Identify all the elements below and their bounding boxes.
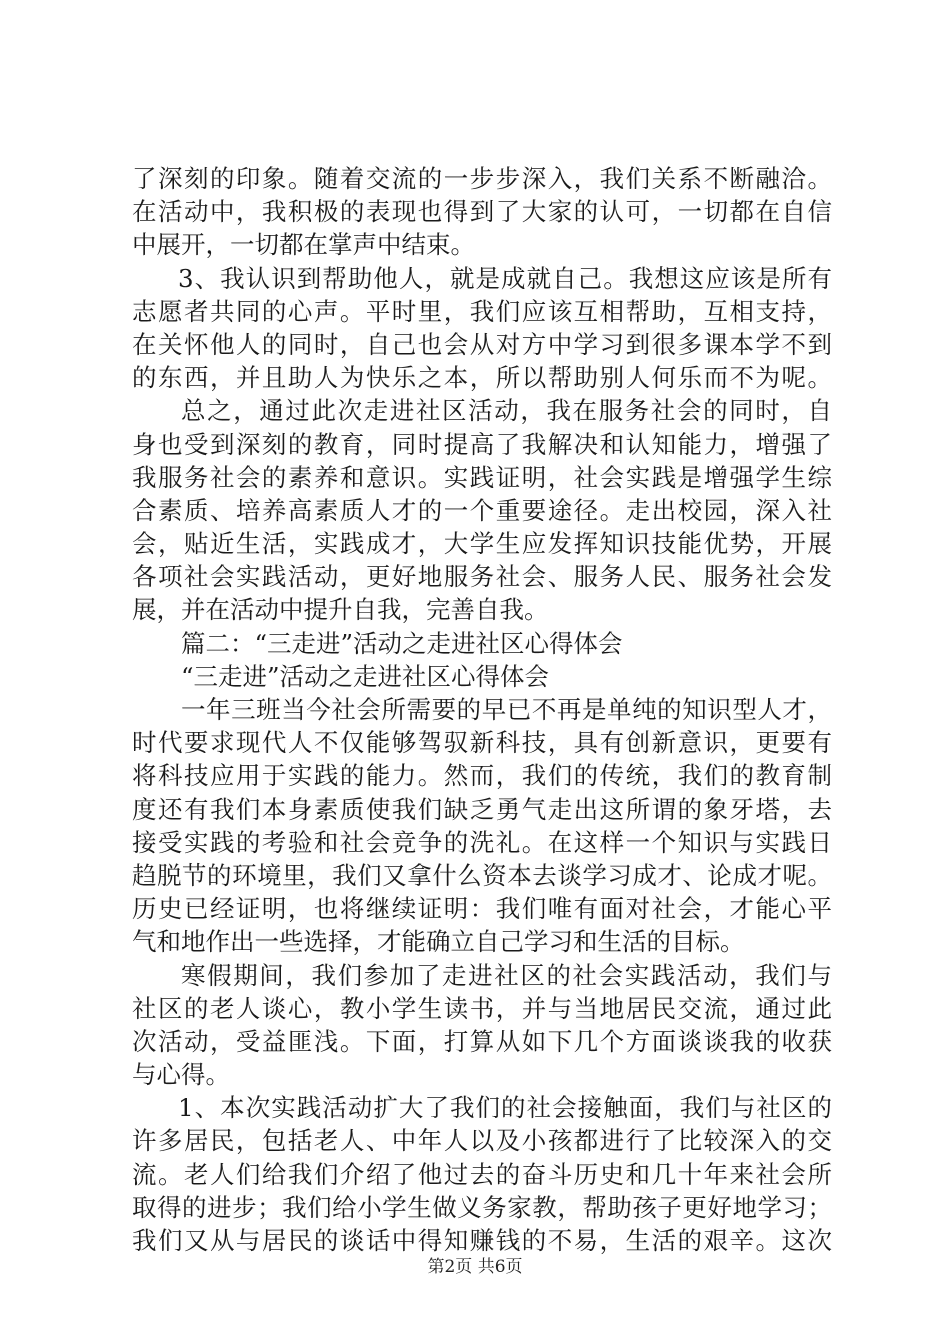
text-line: 历史已经证明，也将继续证明：我们唯有面对社会，才能心平 bbox=[132, 894, 832, 924]
text-line: 会，贴近生活，实践成才，大学生应发挥知识技能优势，开展 bbox=[132, 529, 832, 559]
page-number: 第2页 共6页 bbox=[427, 1257, 523, 1277]
text-line: 展，并在活动中提升自我，完善自我。 bbox=[132, 595, 549, 625]
text-line: 我服务社会的素养和意识。实践证明，社会实践是增强学生综 bbox=[132, 462, 832, 492]
text-line: 寒假期间，我们参加了走进社区的社会实践活动，我们与 bbox=[181, 960, 832, 990]
text-line: 我们又从与居民的谈话中得知赚钱的不易，生活的艰辛。这次 bbox=[132, 1226, 832, 1255]
text-line: 将科技应用于实践的能力。然而，我们的传统，我们的教育制 bbox=[132, 761, 832, 791]
text-line: 度还有我们本身素质使我们缺乏勇气走出这所谓的象牙塔，去 bbox=[132, 794, 832, 824]
text-line: 取得的进步；我们给小学生做义务家教，帮助孩子更好地学习； bbox=[132, 1192, 832, 1222]
text-line: 社区的老人谈心，教小学生读书，并与当地居民交流，通过此 bbox=[132, 993, 832, 1023]
text-line: 身也受到深刻的教育，同时提高了我解决和认知能力，增强了 bbox=[132, 429, 832, 459]
text-line: 气和地作出一些选择，才能确立自己学习和生活的目标。 bbox=[132, 927, 745, 957]
text-line: 与心得。 bbox=[132, 1060, 230, 1090]
text-line: 了深刻的印象。随着交流的一步步深入，我们关系不断融洽。 bbox=[132, 164, 832, 193]
text-line: 3、我认识到帮助他人，就是成就自己。我想这应该是所有 bbox=[178, 263, 832, 293]
text-line: 流。老人们给我们介绍了他过去的奋斗历史和几十年来社会所 bbox=[132, 1159, 832, 1189]
text-line: 趋脱节的环境里，我们又拿什么资本去谈学习成才、论成才呢。 bbox=[132, 860, 832, 890]
page-footer bbox=[0, 1252, 950, 1277]
text-line: 总之，通过此次走进社区活动，我在服务社会的同时，自 bbox=[181, 396, 832, 426]
text-line: 中展开，一切都在掌声中结束。 bbox=[132, 230, 475, 260]
text-line: 的东西，并且助人为快乐之本，所以帮助别人何乐而不为呢。 bbox=[132, 363, 832, 393]
text-line: 次活动，受益匪浅。下面，打算从如下几个方面谈谈我的收获 bbox=[132, 1026, 832, 1056]
text-line: 在活动中，我积极的表现也得到了大家的认可，一切都在自信 bbox=[132, 197, 832, 227]
text-line: 各项社会实践活动，更好地服务社会、服务人民、服务社会发 bbox=[132, 562, 832, 592]
section-title: “三走进”活动之走进社区心得体会 bbox=[181, 661, 550, 691]
text-line: 合素质、培养高素质人才的一个重要途径。走出校园，深入社 bbox=[132, 495, 832, 525]
text-line: 在关怀他人的同时，自己也会从对方中学习到很多课本学不到 bbox=[132, 329, 832, 359]
text-line: 接受实践的考验和社会竞争的洗礼。在这样一个知识与实践日 bbox=[132, 827, 832, 857]
text-line: 许多居民，包括老人、中年人以及小孩都进行了比较深入的交 bbox=[132, 1126, 832, 1156]
text-line: 志愿者共同的心声。平时里，我们应该互相帮助，互相支持， bbox=[132, 296, 832, 326]
text-line: 1、本次实践活动扩大了我们的社会接触面，我们与社区的 bbox=[178, 1093, 832, 1123]
document-body bbox=[132, 162, 832, 1257]
text-line: 一年三班当今社会所需要的早已不再是单纯的知识型人才， bbox=[181, 695, 832, 724]
section-heading: 篇二：“三走进”活动之走进社区心得体会 bbox=[181, 628, 623, 658]
text-line: 时代要求现代人不仅能够驾驭新科技，具有创新意识，更要有 bbox=[132, 728, 832, 758]
